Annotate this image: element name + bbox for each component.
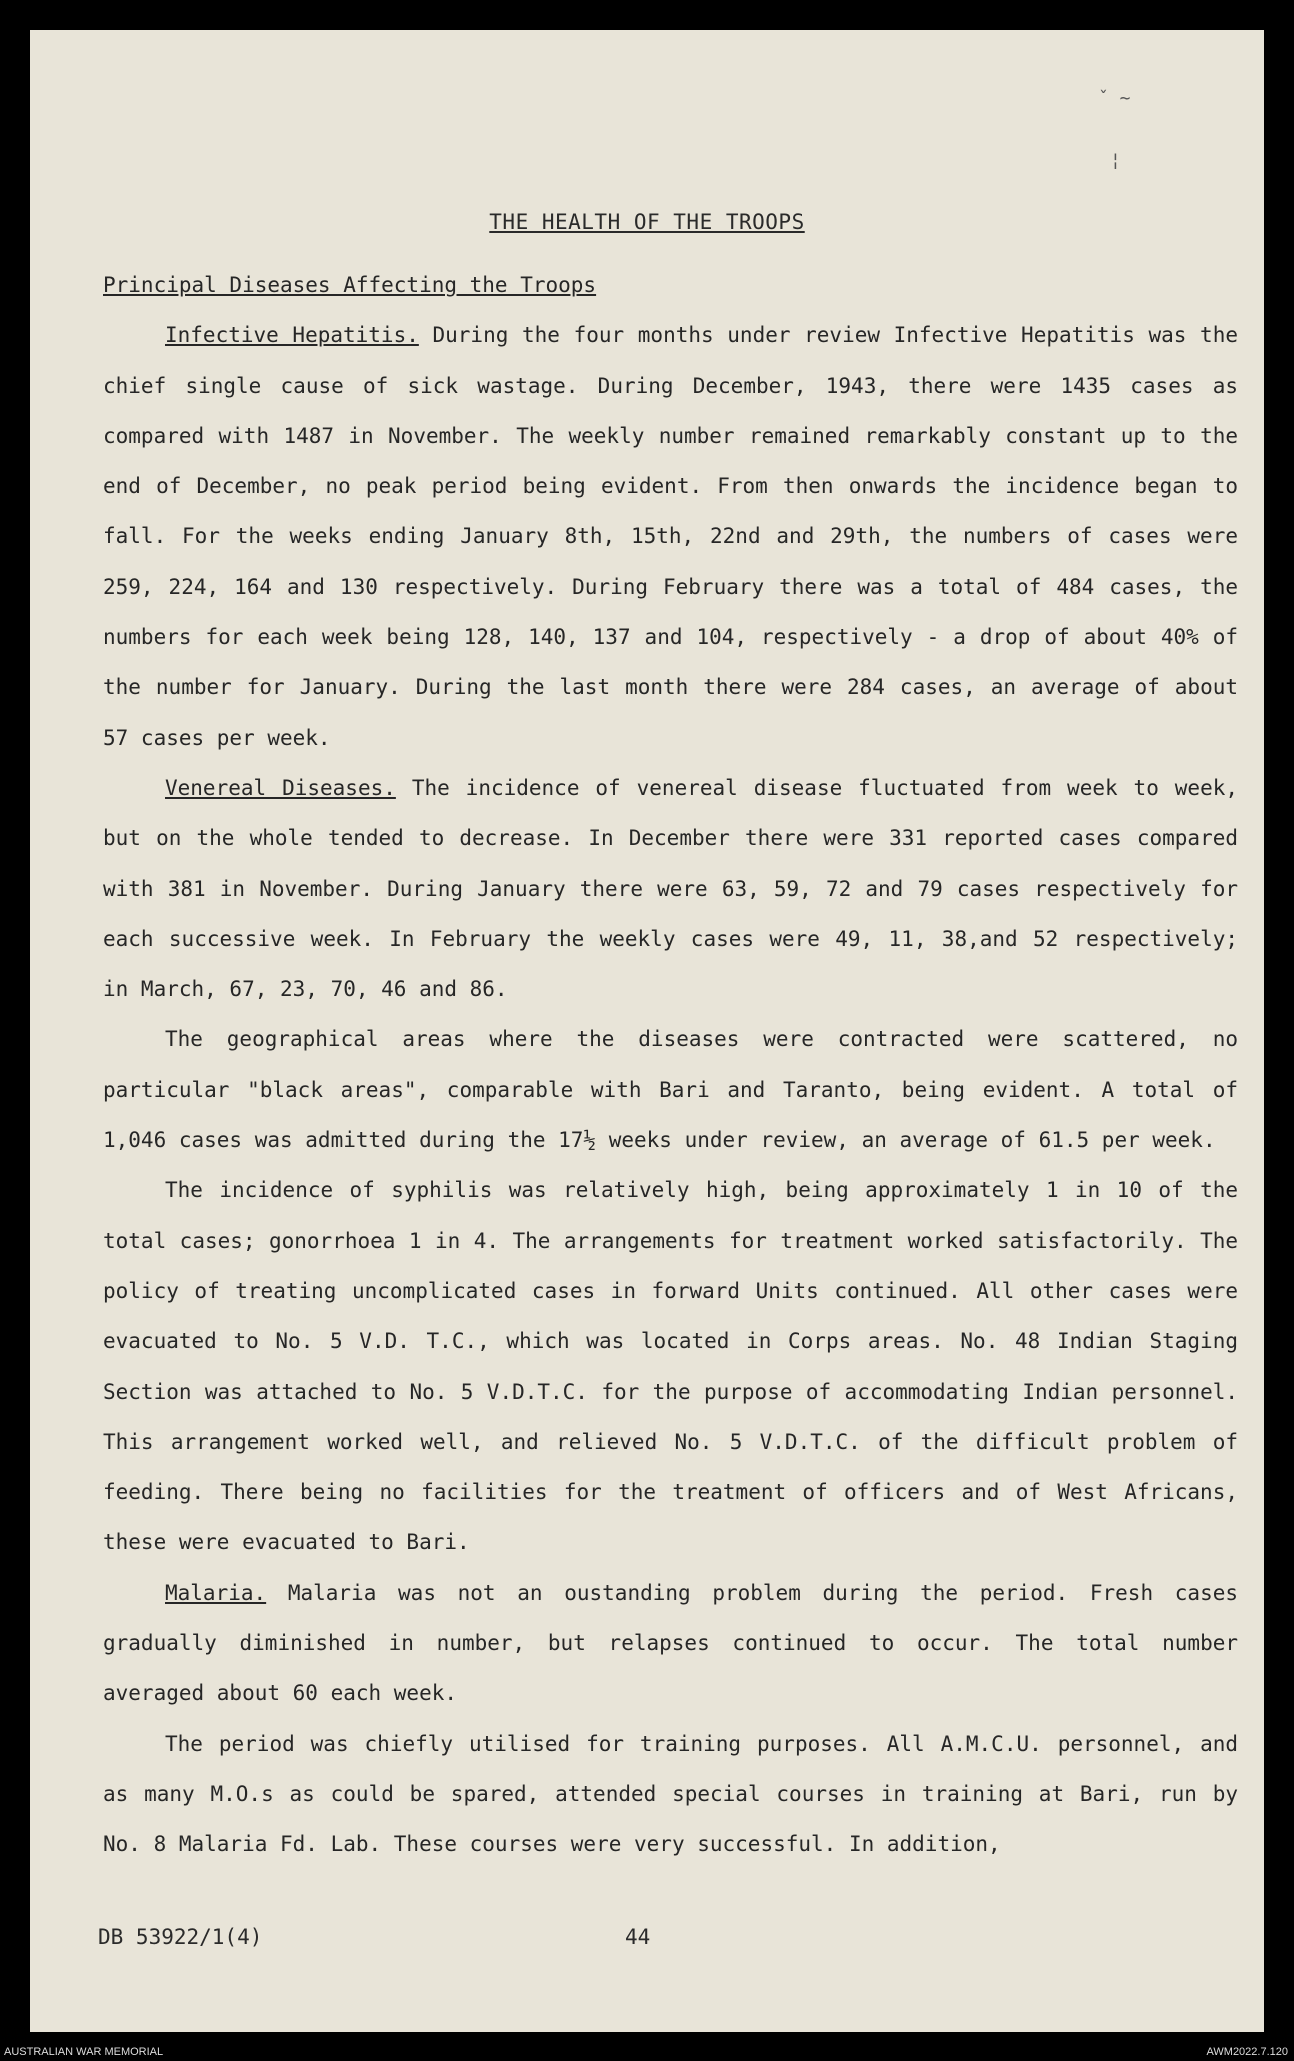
paragraph-hepatitis: Infective Hepatitis. During the four months under review Infective Hepatitis was the chief single cause of sick wastage. During December, 1943, there were 1435 cases as compared with 1487 in November. The weekly number remained remarkably constant up to the end of December, no peak period being evident. From then onwards the incidence began to fall. For the weeks ending January 8th, 15th, 22nd and 29th, the numbers of cases were 259, 224, 164 and 130 respectively. During February there was a total of 484 cases, the numbers for each week being 128, 140, 137 and 104, respectively - a drop of about 40% of the number for January. During the last month there were 284 cases, an average of about 57 cases per week. xyxy=(103,323,1238,750)
paragraph-venereal: Venereal Diseases. The incidence of venereal disease fluctuated from week to week, but on the whole tended to decrease. In December there were 331 reported cases compared with 381 in November. During January there were 63, 59, 72 and 79 cases respectively for each successive week. In February the weekly cases were 49, 11, 38,and 52 respectively; in March, 67, 23, 70, 46 and 86. xyxy=(103,775,1238,1002)
paragraph-syphilis: The incidence of syphilis was relatively high, being approximately 1 in 10 of the total cases; gonorrhoea 1 in 4. The arrangements for treatment worked satisfactorily. The policy of treating uncomplicated cases in forward Units continued. All other cases were evacuated to No. 5 V.D. T.C., which was located in Corps areas. No. 48 Indian Staging Section was attached to No. 5 V.D.T.C. for the purpose of accommodating Indian personnel. This arrangement worked well, and relieved No. 5 V.D.T.C. of the difficult problem of feeding. There being no facilities for the treatment of officers and of West Africans, these were evacuated to Bari. xyxy=(103,1178,1238,1555)
subheading-hepatitis: Infective Hepatitis. xyxy=(165,323,419,348)
paragraph-malaria: Malaria. Malaria was not an oustanding problem during the period. Fresh cases gradually diminished in number, but relapses continued to occur. The total number averaged about 60 each week. xyxy=(103,1580,1238,1706)
pencil-mark: ¦ xyxy=(1110,150,1121,171)
paragraph-geographical: The geographical areas where the diseases were contracted were scattered, no particular "black areas", comparable with Bari and Taranto, being evident. A total of 1,046 cases was admitted during the 17½ weeks under review, an average of 61.5 per week. xyxy=(103,1027,1238,1153)
document-body xyxy=(103,260,1238,1870)
archive-id: AWM2022.7.120 xyxy=(1206,2046,1288,2058)
pencil-mark: ˇ ~ xyxy=(1098,88,1131,109)
footer-reference: DB 53922/1(4) xyxy=(98,1925,263,1949)
page-title: THE HEALTH OF THE TROOPS xyxy=(489,210,805,234)
section-heading: Principal Diseases Affecting the Troops xyxy=(103,273,597,297)
archive-credit: AUSTRALIAN WAR MEMORIAL xyxy=(4,2046,164,2058)
subheading-malaria: Malaria. xyxy=(165,1580,267,1605)
paragraph-training: The period was chiefly utilised for training purposes. All A.M.C.U. personnel, and as many M.O.s as could be spared, attended special courses in training at Bari, run by No. 8 Malaria Fd. Lab. These courses were very successful. In addition, xyxy=(103,1731,1238,1857)
page-number: 44 xyxy=(625,1925,651,1949)
subheading-venereal: Venereal Diseases. xyxy=(165,775,396,800)
document-page xyxy=(30,30,1264,2032)
